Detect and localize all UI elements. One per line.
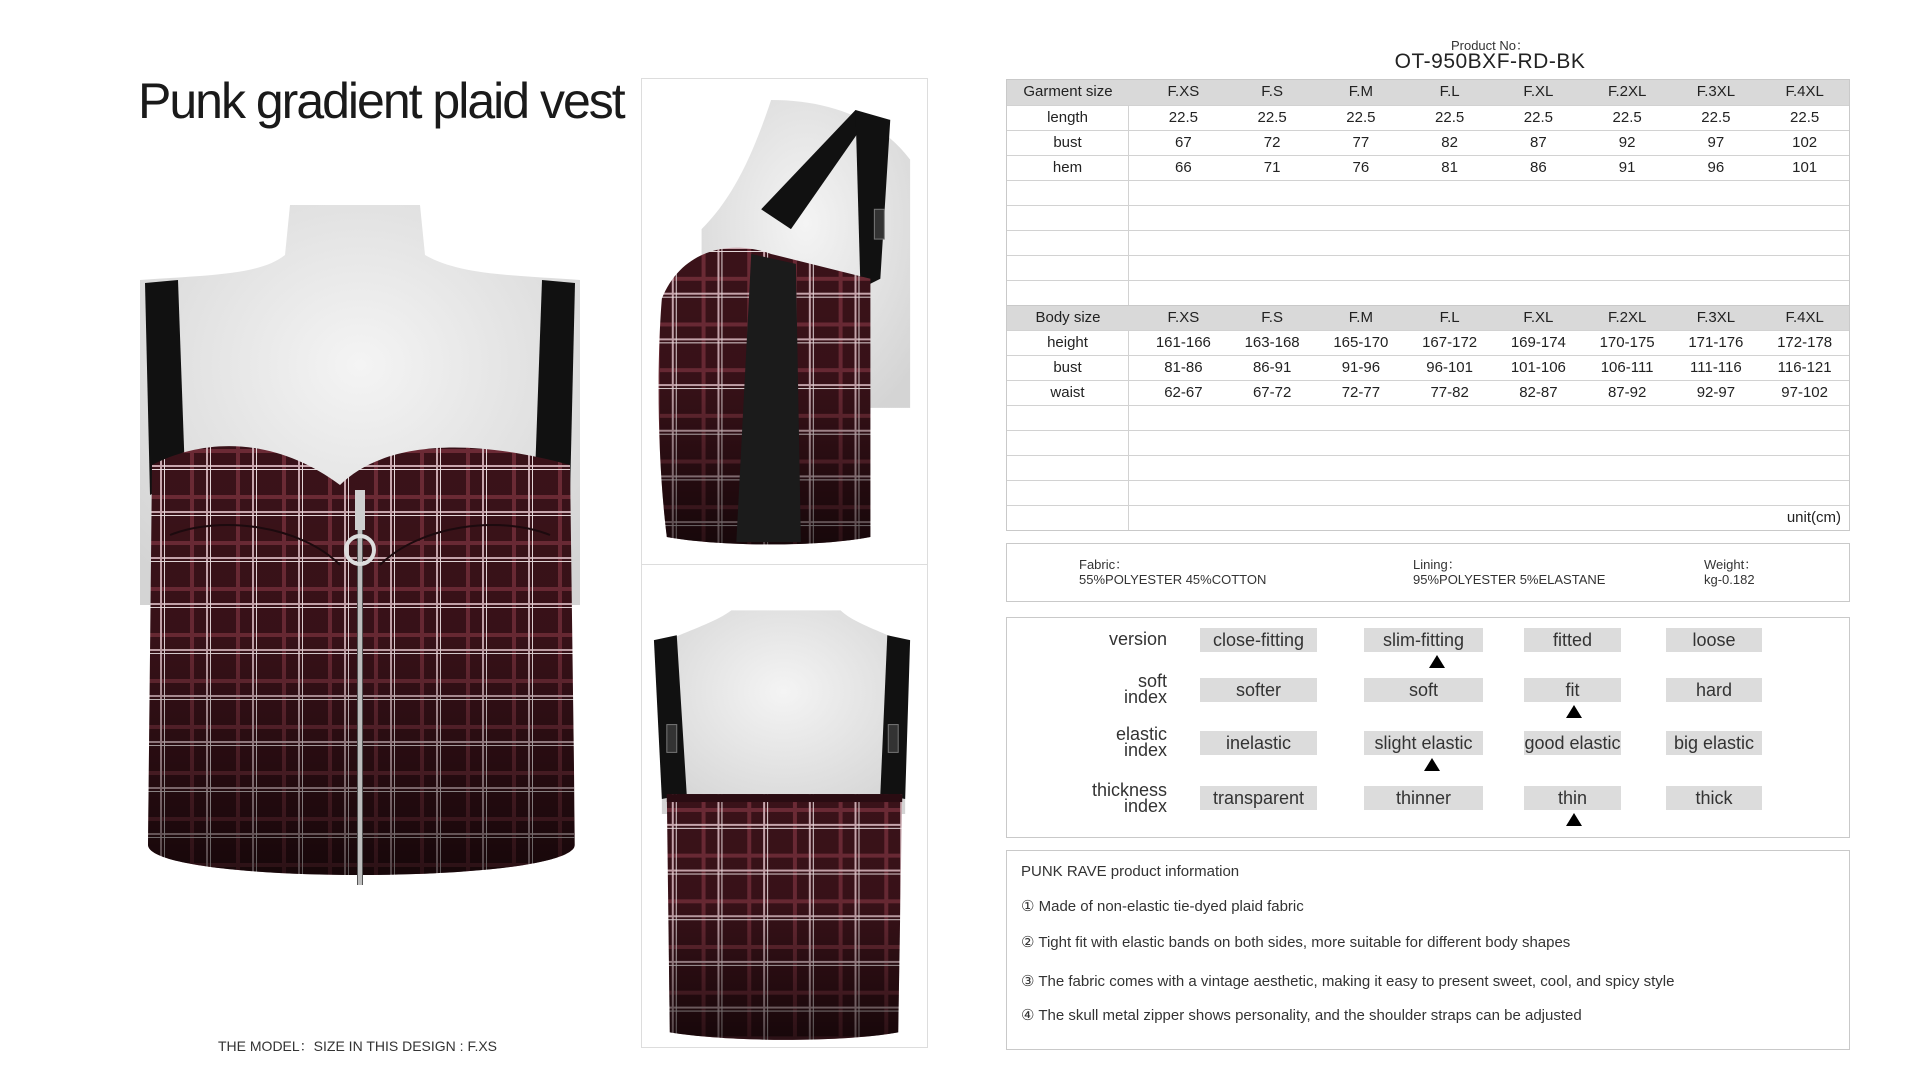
table-cell: 91-96 xyxy=(1341,359,1381,376)
elastic-index-label: elastic xyxy=(1115,724,1167,744)
soft-option: softer xyxy=(1200,678,1317,702)
model-size-caption: THE MODEL：SIZE IN THIS DESIGN : F.XS xyxy=(218,1038,498,1054)
fit-index-box xyxy=(1006,617,1850,838)
table-cell: 161-166 xyxy=(1155,334,1211,351)
table-cell: 67-72 xyxy=(1252,384,1292,401)
version-option: close-fitting xyxy=(1200,628,1317,652)
table-row xyxy=(1007,155,1849,180)
table-cell: 169-174 xyxy=(1510,334,1566,351)
table-cell: 82-87 xyxy=(1519,384,1558,401)
table-cell: 22.5 xyxy=(1257,109,1287,126)
empty-row xyxy=(1007,405,1849,430)
garment-size-header-row xyxy=(1007,80,1849,105)
table-cell: 81 xyxy=(1441,159,1458,176)
table-cell: 172-178 xyxy=(1777,334,1833,351)
table-cell: 92 xyxy=(1618,134,1636,151)
front-product-photo xyxy=(130,205,590,905)
thickness-option: thinner xyxy=(1364,786,1483,810)
version-option-selected: slim-fitting xyxy=(1364,628,1483,652)
empty-cell xyxy=(1007,256,1129,280)
unit-row xyxy=(1007,505,1849,530)
table-cell: 22.5 xyxy=(1790,109,1820,126)
table-cell: 165-170 xyxy=(1333,334,1389,351)
thickness-option: thick xyxy=(1666,786,1762,810)
garment-size-col: F.S xyxy=(1261,83,1283,100)
table-cell: 22.5 xyxy=(1612,109,1642,126)
lining-label: Lining： xyxy=(1413,557,1461,572)
elastic-option-selected: slight elastic xyxy=(1364,731,1483,755)
soft-index-label: soft xyxy=(1137,671,1167,691)
table-cell: 62-67 xyxy=(1164,384,1203,401)
table-cell: 101 xyxy=(1792,159,1818,176)
table-cell: 81-86 xyxy=(1164,359,1203,376)
table-cell: 101-106 xyxy=(1510,359,1566,376)
size-table xyxy=(1006,79,1850,531)
garment-size-col: F.3XL xyxy=(1696,83,1736,100)
empty-cell xyxy=(1007,181,1129,205)
table-cell: 71 xyxy=(1263,159,1281,176)
body-size-col: F.S xyxy=(1261,309,1283,326)
garment-size-col: F.XS xyxy=(1167,83,1200,100)
table-row xyxy=(1007,330,1849,355)
table-cell: 22.5 xyxy=(1346,109,1376,126)
table-cell: 167-172 xyxy=(1422,334,1478,351)
table-cell: 116-121 xyxy=(1777,359,1832,376)
selected-marker-icon xyxy=(1566,705,1582,718)
selected-marker-icon xyxy=(1566,813,1582,826)
garment-size-col: F.4XL xyxy=(1785,83,1824,100)
info-item: ② Tight fit with elastic bands on both sides, more suitable for different body shapes xyxy=(1021,934,1571,951)
body-size-col: F.L xyxy=(1439,309,1460,326)
body-size-col: F.4XL xyxy=(1785,309,1824,326)
thickness-index-label-line2: index xyxy=(1123,796,1167,816)
body-size-col: F.M xyxy=(1348,309,1373,326)
product-info-title: PUNK RAVE product information xyxy=(1021,863,1240,880)
empty-cell xyxy=(1007,406,1129,430)
table-cell: 111-116 xyxy=(1690,359,1742,376)
empty-row xyxy=(1007,280,1849,305)
page-title: Punk gradient plaid vest xyxy=(138,73,624,129)
product-number: OT-950BXF-RD-BK xyxy=(1394,50,1586,73)
table-cell: 102 xyxy=(1792,134,1818,151)
empty-cell xyxy=(1007,456,1129,480)
elastic-option: big elastic xyxy=(1666,731,1762,755)
row-label: bust xyxy=(1007,131,1129,155)
body-size-col: F.3XL xyxy=(1696,309,1736,326)
table-cell: 163-168 xyxy=(1244,334,1300,351)
version-label: version xyxy=(1108,629,1167,649)
weight-label: Weight： xyxy=(1704,557,1758,572)
table-cell: 106-111 xyxy=(1600,359,1654,376)
table-cell: 22.5 xyxy=(1168,109,1198,126)
weight-value: kg-0.182 xyxy=(1704,572,1755,587)
soft-option: soft xyxy=(1364,678,1483,702)
thickness-index-label: thickness xyxy=(1091,780,1167,800)
table-cell: 77 xyxy=(1352,134,1370,151)
back-product-photo xyxy=(641,564,928,1048)
table-cell: 97-102 xyxy=(1781,384,1828,401)
table-cell: 87-92 xyxy=(1607,384,1647,401)
row-label: hem xyxy=(1007,156,1129,180)
table-cell: 77-82 xyxy=(1430,384,1469,401)
table-row xyxy=(1007,380,1849,405)
garment-size-col: F.M xyxy=(1348,83,1373,100)
fabric-label: Fabric： xyxy=(1079,557,1129,572)
thickness-option: transparent xyxy=(1200,786,1317,810)
empty-row xyxy=(1007,430,1849,455)
empty-row xyxy=(1007,205,1849,230)
table-cell: 67 xyxy=(1175,134,1192,151)
materials-box xyxy=(1006,543,1850,602)
empty-row xyxy=(1007,455,1849,480)
table-cell: 86 xyxy=(1530,159,1547,176)
table-row xyxy=(1007,105,1849,130)
version-option: fitted xyxy=(1524,628,1621,652)
side-product-photo xyxy=(641,78,928,564)
table-cell: 22.5 xyxy=(1701,109,1731,126)
soft-index-label-line2: index xyxy=(1123,687,1167,707)
info-item: ③ The fabric comes with a vintage aesthetic, making it easy to present sweet, cool, and spicy style xyxy=(1021,973,1675,990)
table-cell: 171-176 xyxy=(1688,334,1744,351)
version-option: loose xyxy=(1666,628,1762,652)
fabric-value: 55%POLYESTER 45%COTTON xyxy=(1079,572,1267,587)
row-label: waist xyxy=(1007,381,1129,405)
table-row xyxy=(1007,130,1849,155)
unit-label: unit(cm) xyxy=(1786,509,1841,526)
table-cell: 86-91 xyxy=(1252,359,1292,376)
table-cell: 72 xyxy=(1263,134,1281,151)
row-label: length xyxy=(1007,106,1129,130)
soft-option: hard xyxy=(1666,678,1762,702)
empty-cell xyxy=(1007,281,1129,305)
empty-row xyxy=(1007,180,1849,205)
garment-size-col: F.2XL xyxy=(1607,83,1647,100)
soft-option-selected: fit xyxy=(1524,678,1621,702)
table-cell: 72-77 xyxy=(1341,384,1381,401)
table-cell: 92-97 xyxy=(1696,384,1736,401)
table-cell: 22.5 xyxy=(1435,109,1465,126)
body-size-col: F.XL xyxy=(1523,309,1554,326)
thickness-option-selected: thin xyxy=(1524,786,1621,810)
empty-cell xyxy=(1007,431,1129,455)
elastic-option: good elastic xyxy=(1524,733,1621,753)
table-cell: 76 xyxy=(1352,159,1370,176)
garment-size-col: F.L xyxy=(1439,83,1460,100)
body-size-col: F.XS xyxy=(1167,309,1200,326)
product-info-box xyxy=(1006,850,1850,1050)
empty-cell xyxy=(1007,506,1129,530)
elastic-option: inelastic xyxy=(1200,731,1317,755)
body-size-heading: Body size xyxy=(1035,309,1101,326)
table-cell: 87 xyxy=(1530,134,1547,151)
row-label: bust xyxy=(1007,356,1129,380)
info-item: ④ The skull metal zipper shows personality, and the shoulder straps can be adjusted xyxy=(1021,1007,1582,1024)
table-cell: 22.5 xyxy=(1523,109,1553,126)
table-cell: 170-175 xyxy=(1599,334,1655,351)
empty-row xyxy=(1007,255,1849,280)
empty-row xyxy=(1007,480,1849,505)
body-size-header-row xyxy=(1007,305,1849,330)
row-label: height xyxy=(1007,331,1129,355)
garment-size-col: F.XL xyxy=(1523,83,1554,100)
body-size-col: F.2XL xyxy=(1607,309,1647,326)
lining-value: 95%POLYESTER 5%ELASTANE xyxy=(1413,572,1606,587)
info-item: ① Made of non-elastic tie-dyed plaid fabric xyxy=(1021,898,1304,915)
table-cell: 96 xyxy=(1707,159,1725,176)
selected-marker-icon xyxy=(1424,758,1440,771)
table-cell: 96-101 xyxy=(1426,359,1473,376)
table-cell: 91 xyxy=(1618,159,1636,176)
empty-cell xyxy=(1007,231,1129,255)
empty-cell xyxy=(1007,481,1129,505)
garment-size-heading: Garment size xyxy=(1023,83,1113,100)
table-row xyxy=(1007,355,1849,380)
empty-cell xyxy=(1007,206,1129,230)
table-cell: 97 xyxy=(1707,134,1725,151)
selected-marker-icon xyxy=(1429,655,1445,668)
empty-row xyxy=(1007,230,1849,255)
table-cell: 66 xyxy=(1175,159,1192,176)
table-cell: 82 xyxy=(1441,134,1458,151)
product-number-label: Product No： xyxy=(1450,38,1530,53)
elastic-index-label-line2: index xyxy=(1123,740,1167,760)
